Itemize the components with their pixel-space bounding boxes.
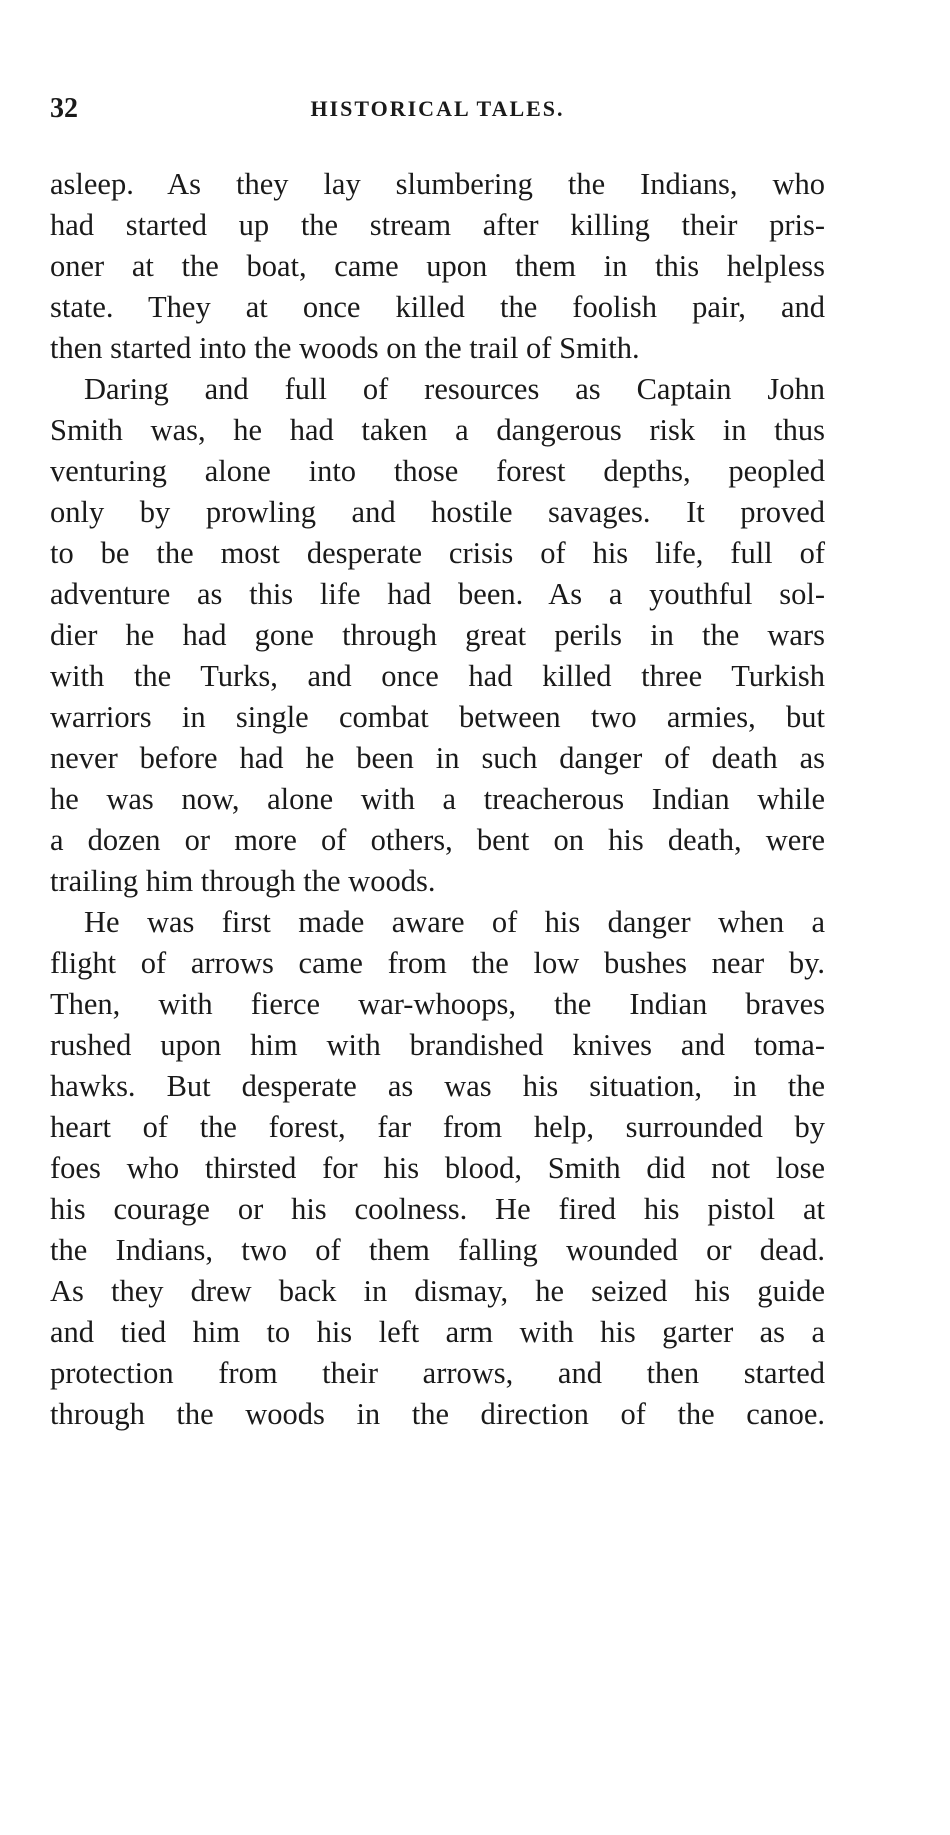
text-line: through the woods in the direction of the canoe. [50,1397,825,1431]
paragraph-2 [50,369,825,902]
text-line: his courage or his coolness. He fired his pistol at [50,1192,825,1226]
text-line: asleep. As they lay slumbering the Indians, who [50,167,825,201]
text-line: dier he had gone through great perils in the wars [50,618,825,652]
text-line: He was first made aware of his danger when a [84,905,825,939]
text-line: Then, with fierce war-whoops, the Indian braves [50,987,825,1021]
text-line: only by prowling and hostile savages. It proved [50,495,825,529]
text-line: trailing him through the woods. [50,864,436,898]
text-line: oner at the boat, came upon them in this helpless [50,249,825,283]
text-line: hawks. But desperate as was his situation, in the [50,1069,825,1103]
body-text [50,164,825,1435]
text-line: never before had he been in such danger of death as [50,741,825,775]
text-line: state. They at once killed the foolish pair, and [50,290,825,324]
text-line: venturing alone into those forest depths, peopled [50,454,825,488]
running-title: HISTORICAL TALES. [310,96,565,121]
text-line: adventure as this life had been. As a youthful sol- [50,577,825,611]
text-line: he was now, alone with a treacherous Indian while [50,782,825,816]
text-line: Daring and full of resources as Captain John [84,372,825,406]
text-line: As they drew back in dismay, he seized his guide [50,1274,825,1308]
text-line: and tied him to his left arm with his garter as a [50,1315,825,1349]
text-line: rushed upon him with brandished knives and toma- [50,1028,825,1062]
text-line: then started into the woods on the trail of Smith. [50,331,640,365]
text-line: with the Turks, and once had killed three Turkish [50,659,825,693]
paragraph-1 [50,164,825,369]
text-line: flight of arrows came from the low bushes near by. [50,946,825,980]
text-line: had started up the stream after killing their pris- [50,208,825,242]
page-number: 32 [50,93,78,124]
text-line: Smith was, he had taken a dangerous risk in thus [50,413,825,447]
text-line: protection from their arrows, and then started [50,1356,825,1390]
text-line: warriors in single combat between two armies, but [50,700,825,734]
book-page [50,92,825,1435]
text-line: foes who thirsted for his blood, Smith did not lose [50,1151,825,1185]
text-line: a dozen or more of others, bent on his death, were [50,823,825,857]
text-line: the Indians, two of them falling wounded or dead. [50,1233,825,1267]
text-line: heart of the forest, far from help, surrounded by [50,1110,825,1144]
text-line: to be the most desperate crisis of his life, full of [50,536,825,570]
running-head [50,92,825,126]
paragraph-3 [50,902,825,1435]
